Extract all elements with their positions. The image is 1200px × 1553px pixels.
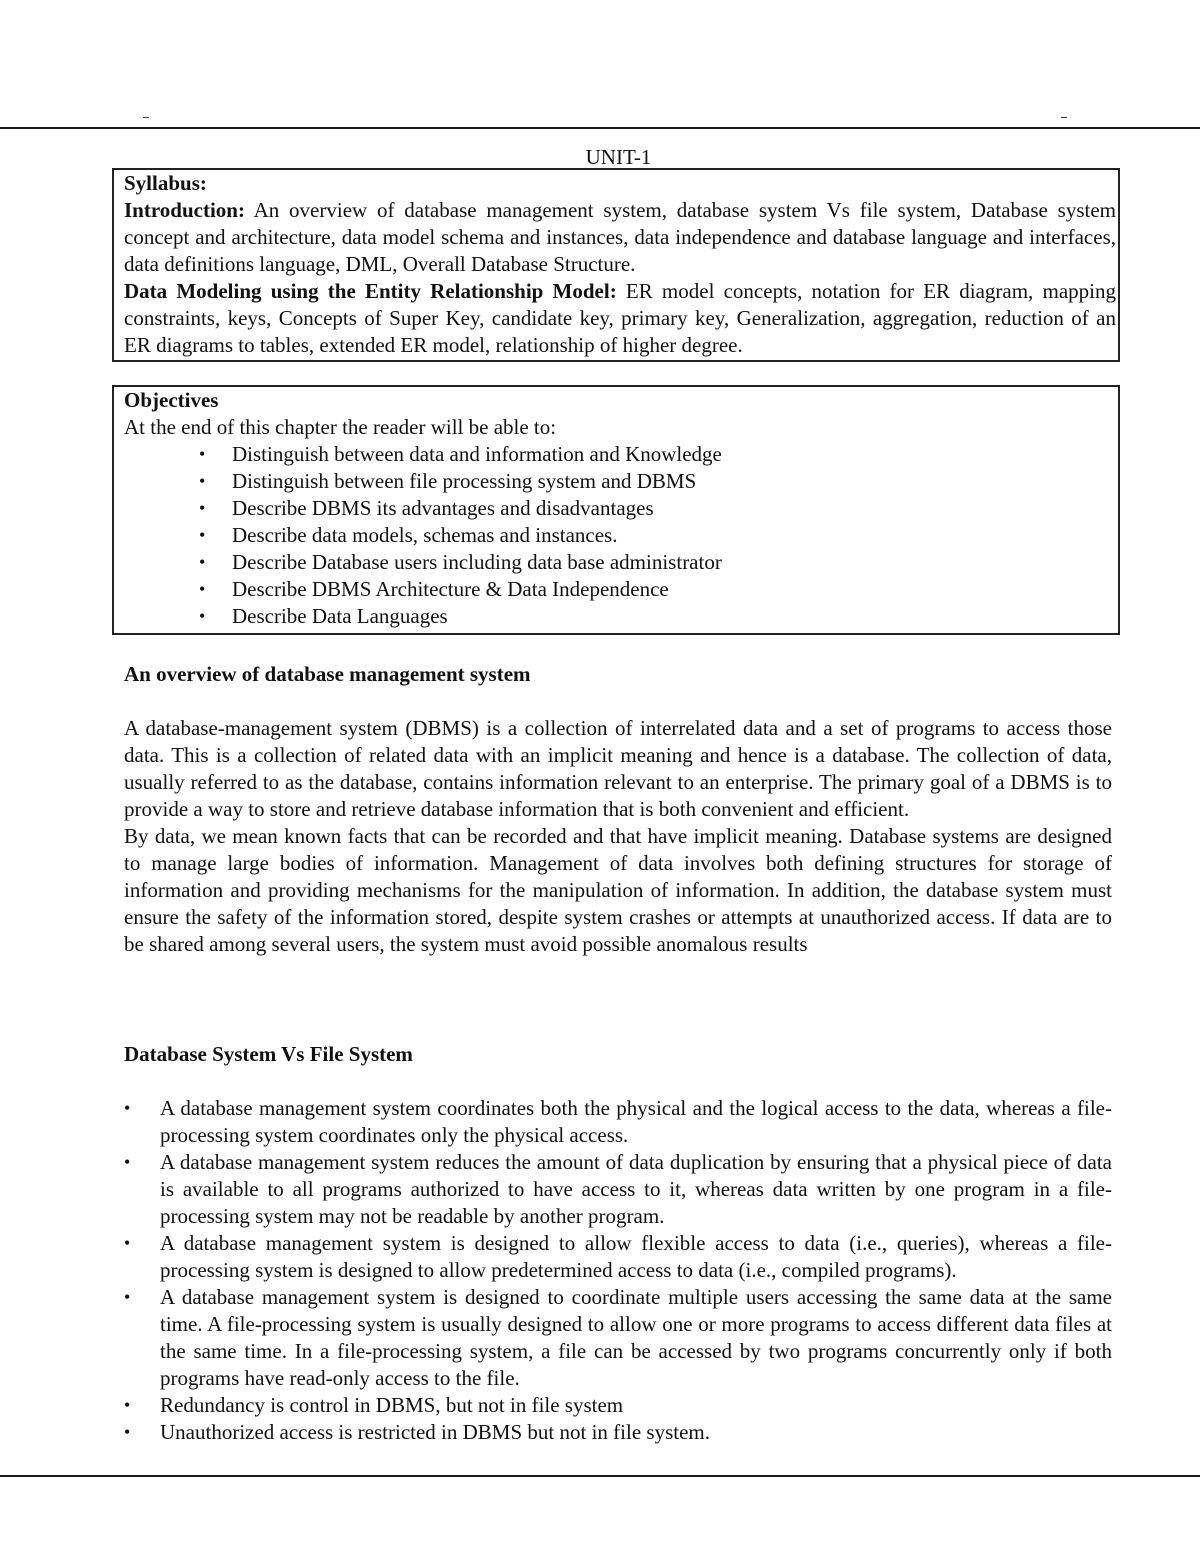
list-item: [124, 522, 1118, 549]
comparison-text: A database management system coordinates both the physical and the logical access to the data, whereas a file-processing system coordinates only the physical access.: [160, 1096, 1112, 1147]
list-item: [124, 603, 1118, 630]
bullet-icon: •: [199, 525, 206, 545]
objectives-list: [124, 441, 1118, 630]
list-item: [124, 1230, 1112, 1284]
er-model-label: Data Modeling using the Entity Relationship Model:: [124, 279, 617, 303]
overview-section-heading: [124, 661, 1112, 688]
comparison-text: Unauthorized access is restricted in DBMS but not in file system.: [160, 1420, 710, 1444]
bullet-icon: •: [124, 1422, 131, 1442]
list-item: [124, 468, 1118, 495]
objective-text: Describe Data Languages: [232, 604, 448, 628]
syllabus-box: [112, 168, 1120, 362]
bullet-icon: •: [124, 1152, 131, 1172]
list-item: [124, 576, 1118, 603]
bullet-icon: •: [124, 1098, 131, 1118]
list-item: [124, 441, 1118, 468]
syllabus-er-model: [124, 278, 1118, 359]
bullet-icon: •: [199, 471, 206, 491]
overview-paragraph-1: A database-management system (DBMS) is a collection of interrelated data and a set of programs to access those data. This is a collection of related data with an implicit meaning and hence is a database. The collection of data, usually referred to as the database, contains information relevant to an enterprise. The primary goal of a DBMS is to provide a way to store and retrieve database information that is both convenient and efficient.: [124, 716, 1112, 821]
objective-text: Describe DBMS Architecture & Data Independence: [232, 577, 669, 601]
comparison-section-heading: [124, 1041, 1112, 1068]
objective-text: Distinguish between data and information and Knowledge: [232, 442, 722, 466]
overview-heading: An overview of database management system: [124, 662, 531, 686]
comparison-text: A database management system is designed to allow flexible access to data (i.e., queries), whereas a file-processing system is designed to allow predetermined access to data (i.e., compiled programs).: [160, 1231, 1112, 1282]
objective-text: Describe Database users including data base administrator: [232, 550, 722, 574]
er-model-text: ER model concepts, notation for ER diagram, mapping constraints, keys, Concepts of Super Key, candidate key, primary key, Generalization, aggregation, reduction of an ER diagrams to tables, extended ER model, relationship of higher degree.: [124, 279, 1116, 357]
bullet-icon: •: [199, 444, 206, 464]
bullet-icon: •: [199, 498, 206, 518]
overview-section-body: [124, 715, 1112, 958]
list-item: [124, 1392, 1112, 1419]
overview-paragraph-2: By data, we mean known facts that can be recorded and that have implicit meaning. Database systems are designed to manage large bodies of information. Management of data involves both defining structures for storage of information and providing mechanisms for the manipulation of information. In addition, the database system must ensure the safety of the information stored, despite system crashes or attempts at unauthorized access. If data are to be shared among several users, the system must avoid possible anomalous results: [124, 824, 1112, 956]
bullet-icon: •: [124, 1287, 131, 1307]
unit-title: UNIT-1: [585, 145, 652, 169]
bullet-icon: •: [199, 606, 206, 626]
bullet-icon: •: [124, 1233, 131, 1253]
objective-text: Describe data models, schemas and instances.: [232, 523, 618, 547]
introduction-label: Introduction:: [124, 198, 245, 222]
introduction-text: An overview of database management system, database system Vs file system, Database system concept and architecture, data model schema and instances, data independence and database language and interfaces, data definitions language, DML, Overall Database Structure.: [124, 198, 1116, 276]
list-item: [124, 549, 1118, 576]
comparison-heading: Database System Vs File System: [124, 1042, 413, 1066]
top-rule: [0, 127, 1200, 129]
bullet-icon: •: [124, 1395, 131, 1415]
objectives-heading: Objectives: [124, 388, 219, 412]
comparison-text: Redundancy is control in DBMS, but not in file system: [160, 1393, 624, 1417]
list-item: [124, 1095, 1112, 1149]
list-item: [124, 1149, 1112, 1230]
syllabus-heading: Syllabus:: [124, 171, 207, 195]
objective-text: Describe DBMS its advantages and disadvantages: [232, 496, 654, 520]
list-item: [124, 1419, 1112, 1446]
bullet-icon: •: [199, 579, 206, 599]
header-mark-right: [1061, 117, 1067, 118]
comparison-list: [124, 1095, 1112, 1446]
comparison-text: A database management system reduces the amount of data duplication by ensuring that a physical piece of data is available to all programs authorized to have access to it, whereas data written by one program in a file-processing system may not be readable by another program.: [160, 1150, 1112, 1228]
list-item: [124, 1284, 1112, 1392]
objective-text: Distinguish between file processing system and DBMS: [232, 469, 697, 493]
bullet-icon: •: [199, 552, 206, 572]
objectives-lead: At the end of this chapter the reader will be able to:: [124, 415, 557, 439]
objectives-box: [112, 385, 1120, 635]
list-item: [124, 495, 1118, 522]
comparison-text: A database management system is designed to coordinate multiple users accessing the same data at the same time. A file-processing system is usually designed to allow one or more programs to access different data files at the same time. In a file-processing system, a file can be accessed by two programs concurrently only if both programs have read-only access to the file.: [160, 1285, 1112, 1390]
syllabus-introduction: [124, 197, 1118, 278]
bottom-rule: [0, 1475, 1200, 1477]
header-mark-left: [143, 117, 149, 118]
